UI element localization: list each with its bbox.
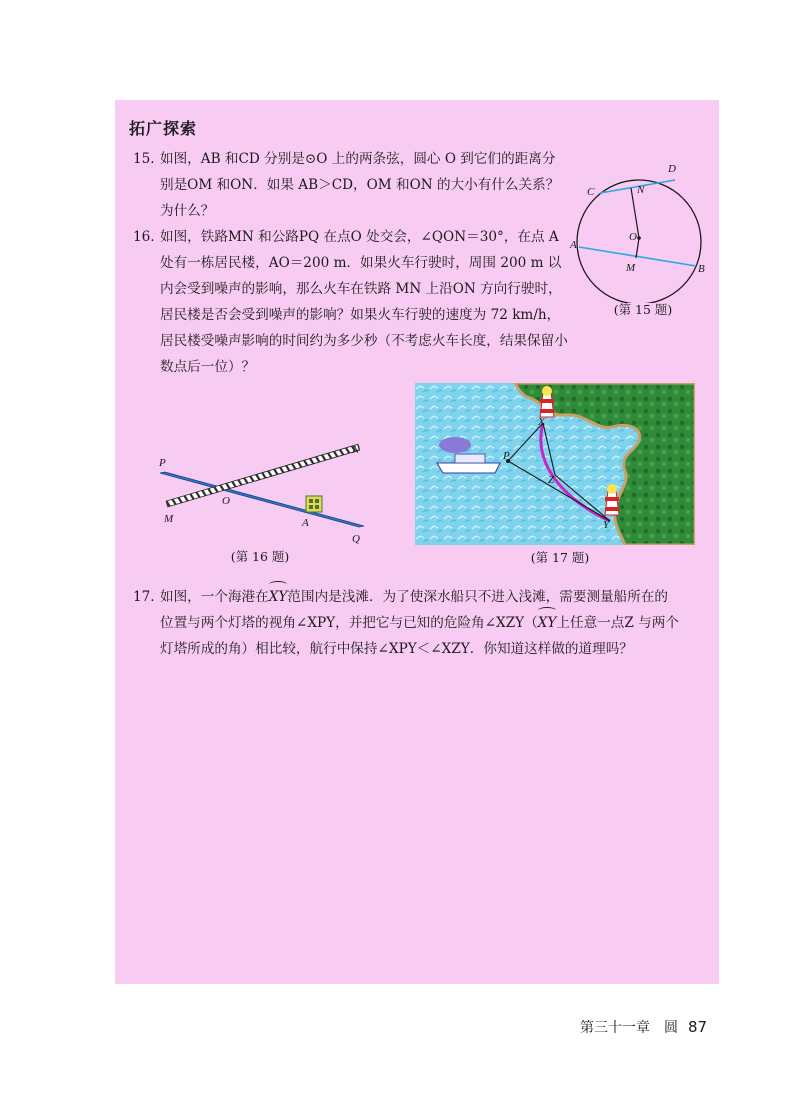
label-a: A (570, 239, 577, 251)
caption-17: (第 17 题) (530, 550, 590, 565)
problem-number: 17. (133, 589, 155, 605)
lighthouse-y-icon (605, 484, 619, 515)
arc-symbol-xy: XY (269, 584, 288, 610)
problem-16 (133, 224, 568, 380)
problem-text-part-1: 如图，一个海港在 (160, 589, 269, 605)
lighthouse-x-icon (540, 386, 554, 417)
problem-text: 如图，铁路MN 和公路PQ 在点O 处交会，∠QON＝30°，在点 A 处有一栋居民楼，AO＝200 m．如果火车行驶时，周围 200 m 以内会受到噪声的影响，那么火车在铁路 MN 上沿ON 方向行驶时，居民楼是否会受到噪声的影响？如果火车行驶的速度为 72 km/h，居民楼受噪声影响的时间约为多少秒（不考虑火车长度，结果保留小数点后一位）？ (160, 229, 568, 375)
label-n: N (352, 444, 360, 456)
chapter-title: 第三十一章 圆 (580, 1020, 678, 1036)
label-q: Q (352, 533, 360, 545)
problem-number: 15. (133, 151, 155, 167)
caption-16: (第 16 题) (230, 549, 290, 564)
label-m: M (626, 262, 636, 274)
caption-15: (第 15 题) (613, 302, 673, 317)
label-b: B (698, 263, 705, 275)
label-d: D (668, 163, 676, 175)
page-number: 87 (688, 1018, 708, 1036)
label-o: O (222, 495, 230, 507)
railway-mn (166, 444, 359, 507)
figure-15-circle (565, 158, 715, 303)
problem-15 (133, 146, 568, 224)
label-a: A (302, 517, 309, 529)
center-point (637, 236, 641, 240)
page-footer (580, 1017, 707, 1037)
label-p: P (159, 457, 166, 469)
problem-text-part-2: 范围内是浅滩．为了使深水船只不进入浅滩，需要测量船所在的位置与两个灯塔的视角∠XPY，并把它与已知的危险角∠XZY（ (160, 589, 669, 631)
problem-text-part-3: 上任意一点Z 与两个灯塔所成的角）相比较，航行中保持∠XPY＜∠XZY．你知道这样做的道理吗？ (160, 615, 679, 657)
label-x: X (538, 416, 545, 428)
arc-symbol-xy-2: XY (538, 610, 557, 636)
label-o: O (629, 231, 637, 243)
residential-building-icon (306, 496, 322, 512)
label-n: N (637, 184, 645, 196)
label-z: Z (548, 474, 555, 486)
label-p: P (503, 450, 510, 462)
figure-16-railway (155, 440, 375, 545)
problem-number: 16. (133, 229, 155, 245)
label-y: Y (603, 519, 610, 531)
figure-17-harbour (415, 383, 695, 545)
label-m: M (164, 513, 174, 525)
label-c: C (587, 186, 595, 198)
section-title: 拓广探索 (129, 119, 198, 138)
problem-text: 如图，AB 和CD 分别是⊙O 上的两条弦，圆心 O 到它们的距离分别是OM 和ON．如果 AB＞CD，OM 和ON 的大小有什么关系？为什么？ (160, 151, 560, 219)
problem-17 (133, 584, 680, 662)
